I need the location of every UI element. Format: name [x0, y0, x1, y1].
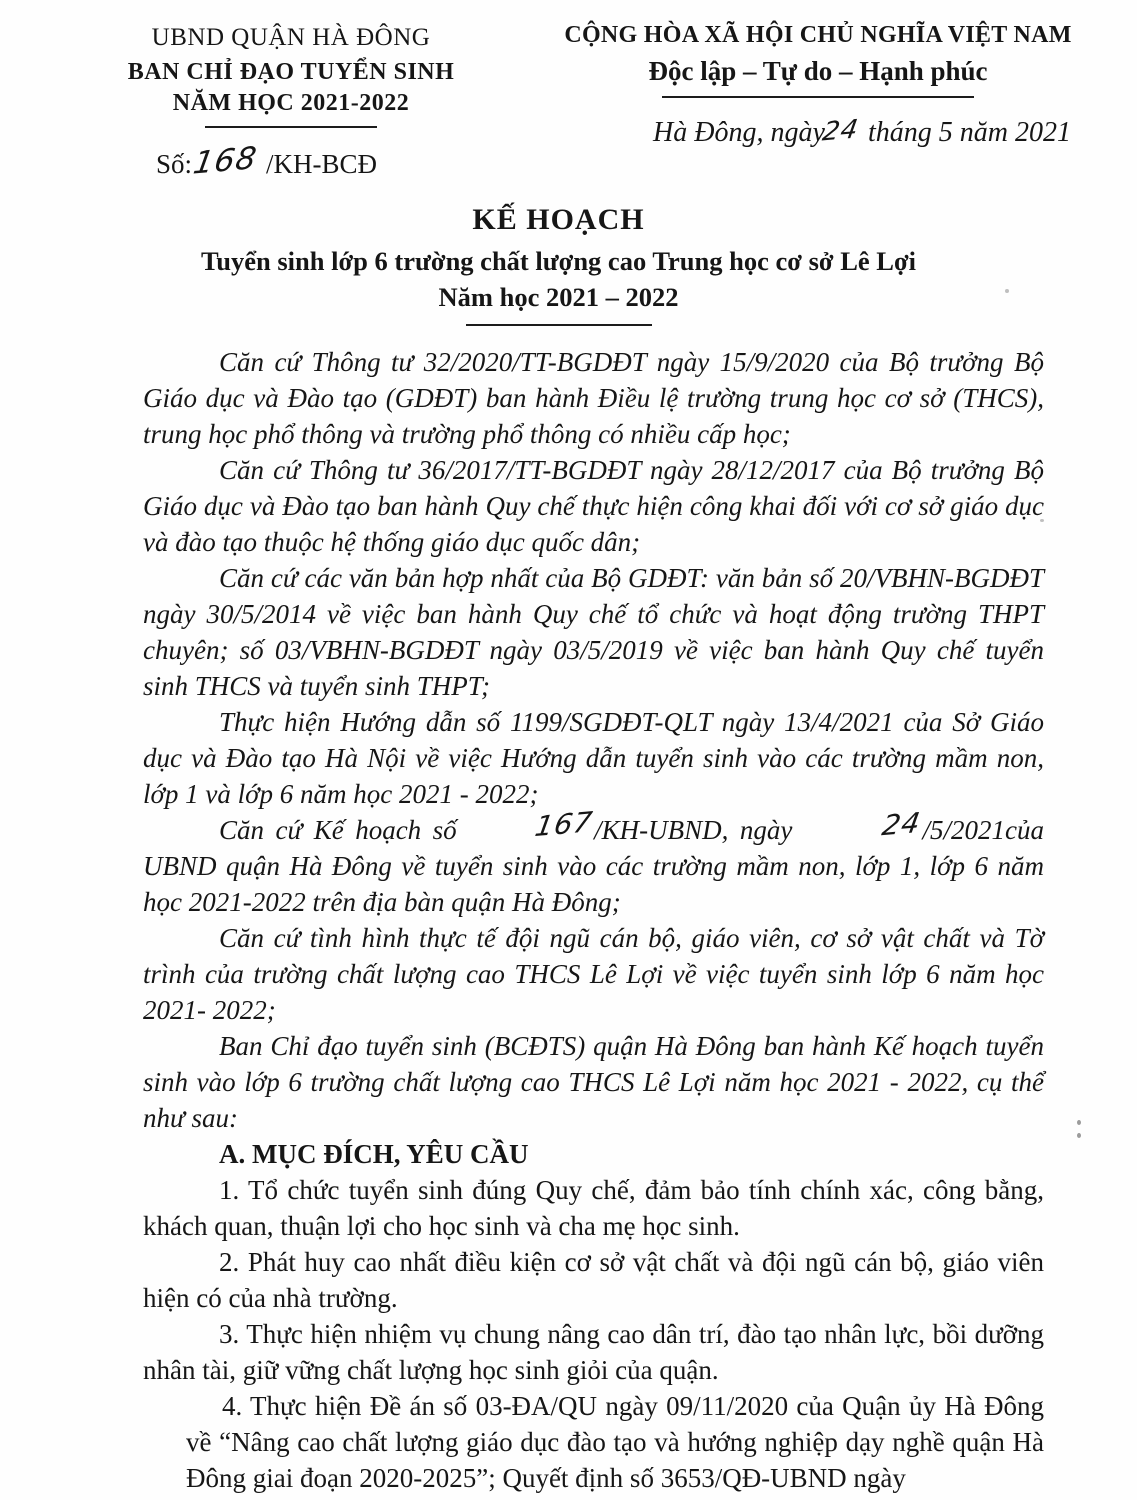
scan-artifact [1005, 289, 1009, 293]
paragraph [143, 805, 1045, 920]
document-school-year: Năm học 2021 – 2022 [438, 282, 679, 312]
scan-artifact [1077, 1120, 1081, 1125]
issuing-authority-block [98, 22, 484, 184]
paragraph [186, 1388, 1044, 1496]
section-heading [143, 1136, 1044, 1172]
paragraph [143, 1244, 1044, 1316]
document-number-line [98, 140, 484, 184]
paragraph [143, 344, 1044, 452]
national-title: CỘNG HÒA XÃ HỘI CHỦ NGHĨA VIỆT NAM [564, 22, 1072, 48]
paragraph-text: Căn cứ Thông tư 36/2017/TT-BGDĐT ngày 28/12/2017 của Bộ trưởng Bộ Giáo dục và Đào tạo ban hành Quy chế thực hiện công khai đối với cơ sở giáo dục và đào tạo thuộc hệ thống giáo dục quốc dân; [143, 455, 1044, 557]
paragraph-text: Căn cứ các văn bản hợp nhất của Bộ GDĐT: văn bản số 20/VBHN-BGDĐT ngày 30/5/2014 về việc ban hành Quy chế tổ chức và hoạt động trường THPT chuyên; số 03/VBHN-BGDĐT ngày 03/5/2019 về việc ban hành Quy chế tuyển sinh THCS và tuyển sinh THPT; [143, 563, 1044, 701]
document-number-prefix: Số: [156, 149, 193, 180]
place-date-line [548, 115, 1088, 151]
document-subtitle: Tuyển sinh lớp 6 trường chất lượng cao Trung học cơ sở Lê Lợi [201, 246, 916, 276]
paragraph-text: 1. Tổ chức tuyển sinh đúng Quy chế, đảm bảo tính chính xác, công bằng, khách quan, thuận lợi cho học sinh và cha mẹ học sinh. [143, 1175, 1044, 1241]
authority-school-year: NĂM HỌC 2021-2022 [172, 89, 410, 116]
authority-underline [205, 126, 377, 128]
handwritten-document-number: 168 [190, 140, 260, 183]
paragraph-text: Căn cứ tình hình thực tế đội ngũ cán bộ, giáo viên, cơ sở vật chất và Tờ trình của trường chất lượng cao THCS Lê Lợi về việc tuyển sinh lớp 6 năm học 2021- 2022; [143, 923, 1044, 1025]
motto-underline [662, 96, 974, 98]
paragraph-text: Ban Chỉ đạo tuyển sinh (BCĐTS) quận Hà Đông ban hành Kế hoạch tuyển sinh vào lớp 6 trường chất lượng cao THCS Lê Lợi năm học 2021 - 2022, cụ thể như sau: [143, 1031, 1044, 1133]
scan-artifact [1040, 519, 1044, 522]
paragraph-text: 3. Thực hiện nhiệm vụ chung nâng cao dân trí, đào tạo nhân lực, bồi dưỡng nhân tài, giữ vững chất lượng học sinh giỏi của quận. [143, 1319, 1044, 1385]
paragraph [143, 1316, 1044, 1388]
authority-parent: UBND QUẬN HÀ ĐÔNG [151, 24, 431, 51]
national-motto-block [548, 20, 1088, 152]
scan-artifact [1077, 1133, 1081, 1138]
document-number-suffix: /KH-BCĐ [259, 149, 377, 180]
national-motto: Độc lập – Tự do – Hạnh phúc [648, 56, 988, 87]
paragraph-text: Thực hiện Hướng dẫn số 1199/SGDĐT-QLT ngày 13/4/2021 của Sở Giáo dục và Đào tạo Hà Nội về việc Hướng dẫn tuyển sinh vào các trường mầm non, lớp 1 và lớp 6 năm học 2021 - 2022; [143, 707, 1044, 809]
handwritten-number: 167 [532, 805, 596, 844]
paragraph-text: A. MỤC ĐÍCH, YÊU CẦU [219, 1139, 529, 1169]
document-title: KẾ HOẠCH [472, 203, 645, 236]
date-prefix: Hà Đông, ngày [653, 117, 825, 149]
paragraph [143, 1028, 1044, 1136]
date-suffix: tháng 5 năm 2021 [860, 117, 1071, 149]
paragraph-text: Căn cứ Thông tư 32/2020/TT-BGDĐT ngày 15/9/2020 của Bộ trưởng Bộ Giáo dục và Đào tạo (GDĐT) ban hành Điều lệ trường trung học cơ sở (THCS), trung học phổ thông và trường phổ thông có nhiều cấp học; [143, 347, 1044, 449]
paragraph [143, 452, 1044, 560]
paragraph-text: /5/2021của UBND quận Hà Đông về tuyển sinh vào các trường mầm non, lớp 1, lớp 6 năm học 2021-2022 trên địa bàn quận Hà Đông; [143, 815, 1045, 917]
paragraph [143, 704, 1044, 812]
document-title-block [0, 203, 1117, 326]
paragraph [143, 920, 1044, 1028]
paragraph [143, 1172, 1044, 1244]
handwritten-day: 24 [820, 114, 861, 148]
title-underline [466, 324, 652, 326]
handwritten-number: 24 [879, 806, 924, 843]
document-body [143, 344, 1044, 1496]
authority-name: BAN CHỈ ĐẠO TUYỂN SINH [127, 59, 455, 85]
paragraph-text: 2. Phát huy cao nhất điều kiện cơ sở vật chất và đội ngũ cán bộ, giáo viên hiện có của nhà trường. [143, 1247, 1044, 1313]
paragraph [143, 560, 1044, 704]
paragraph-text: 4. Thực hiện Đề án số 03-ĐA/QU ngày 09/11/2020 của Quận ủy Hà Đông về “Nâng cao chất lượng giáo dục đào tạo và hướng nghiệp dạy nghề quận Hà Đông giai đoạn 2020-2025”; Quyết định số 3653/QĐ-UBND ngày [186, 1391, 1044, 1493]
paragraph-text: /KH-UBND, ngày [594, 815, 804, 845]
paragraph-text: Căn cứ Kế hoạch số [219, 815, 457, 845]
